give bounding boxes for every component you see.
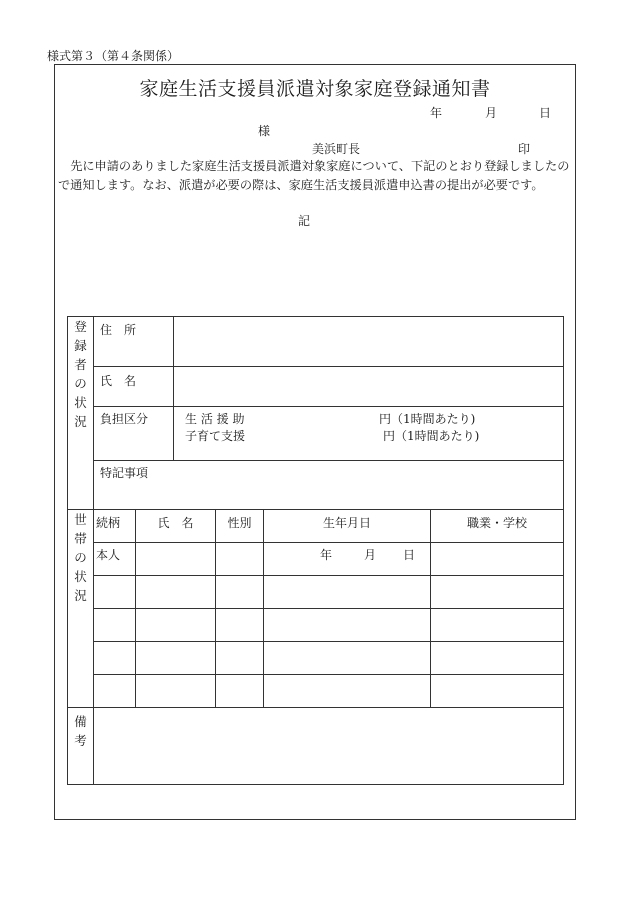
notice-paragraph: 先に申請のありました家庭生活支援員派遣対象家庭について、下記のとおり登録しましたので通知します。なお、派遣が必要の際は、家庭生活支援員派遣申込書の提出が必要です。: [58, 159, 570, 192]
childcare-support-rate: 円（1時間あたり): [383, 429, 480, 443]
addressee-suffix: 様: [258, 124, 271, 138]
living-support-label: 生 活 援 助: [185, 412, 245, 426]
name-label: 氏 名: [94, 367, 174, 407]
burden-detail: [174, 407, 564, 461]
childcare-support-label: 子育て支援: [185, 429, 246, 443]
header-occupation: 職業・学校: [431, 510, 564, 543]
seal-mark: 印: [518, 142, 531, 156]
dob-month: 月: [364, 548, 377, 562]
document-title: 家庭生活支援員派遣対象家庭登録通知書: [139, 78, 491, 100]
remarks-label: 備考: [68, 708, 94, 785]
dob-fields: [264, 543, 431, 576]
header-sex: 性別: [216, 510, 264, 543]
living-support-rate: 円（1時間あたり): [379, 412, 476, 426]
ki-heading: 記: [298, 214, 311, 228]
table-row: [68, 609, 564, 642]
household-section-label: 世帯の状況: [68, 510, 94, 708]
header-birthdate: 生年月日: [264, 510, 431, 543]
registrant-section-label: 登録者の状況: [68, 317, 94, 510]
table-row: [68, 675, 564, 708]
registration-table: [67, 316, 564, 785]
header-relation: 続柄: [94, 510, 136, 543]
burden-label: 負担区分: [94, 407, 174, 461]
address-value: [174, 317, 564, 367]
special-notes-label: 特記事項: [94, 461, 564, 510]
table-row: [68, 642, 564, 675]
date-month: 月: [485, 106, 498, 120]
table-row: [68, 576, 564, 609]
table-row: [68, 543, 564, 576]
dob-day: 日: [403, 548, 416, 562]
sender-name: 美浜町長: [312, 142, 361, 156]
dob-year: 年: [320, 548, 333, 562]
remarks-value: [94, 708, 564, 785]
header-name: 氏 名: [136, 510, 216, 543]
self-label: 本人: [94, 543, 136, 576]
date-year: 年: [430, 106, 443, 120]
form-number-label: 様式第３（第４条関係）: [47, 49, 180, 63]
address-label: 住 所: [94, 317, 174, 367]
date-day: 日: [539, 106, 552, 120]
name-value: [174, 367, 564, 407]
